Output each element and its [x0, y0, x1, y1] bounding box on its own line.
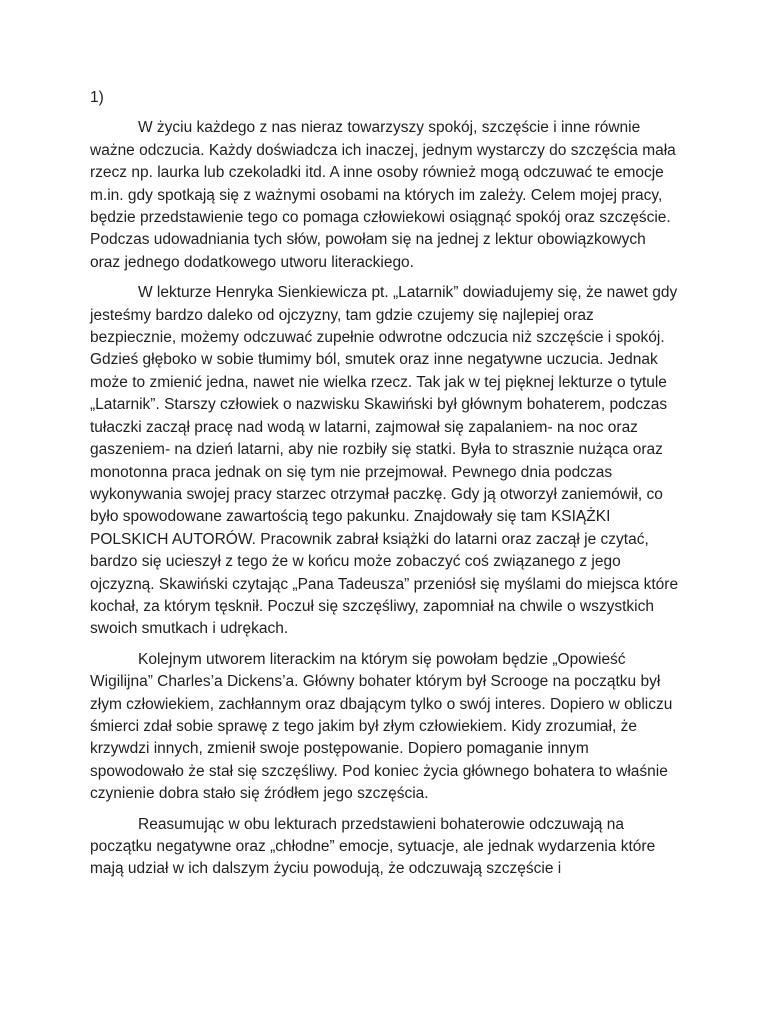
section-number: 1)	[90, 89, 104, 106]
paragraph-latarnik: W lekturze Henryka Sienkiewicza pt. „Latarnik” dowiadujemy się, że nawet gdy jesteśmy bardzo daleko od ojczyzny, tam gdzie czujemy się najlepiej oraz bezpiecznie, możemy odczuwać zupełnie odwrotne odczucia niż szczęście i spokój. Gdzieś głęboko w sobie tłumimy ból, smutek oraz inne negatywne uczucia. Jednak może to zmienić jedna, nawet nie wielka rzecz. Tak jak w tej pięknej lekturze o tytule „Latarnik”. Starszy człowiek o nazwisku Skawiński był głównym bohaterem, podczas tułaczki zaczął pracę nad wodą w latarni, zajmował się zapalaniem- na noc oraz gaszeniem- na dzień latarni, aby nie rozbiły się statki. Była to strasznie nużąca oraz monotonna praca jednak on się tym nie przejmował. Pewnego dnia podczas wykonywania swojej pracy starzec otrzymał paczkę. Gdy ją otworzył zaniemówił, co było spowodowane zawartością tego pakunku. Znajdowały się tam KSIĄŻKI POLSKICH AUTORÓW. Pracownik zabrał książki do latarni oraz zaczął je czytać, bardzo się ucieszył z tego że w końcu może zobaczyć coś związanego z jego ojczyzną. Skawiński czytając „Pana Tadeusza” przeniósł się myślami do miejsca które kochał, za którym tęsknił. Poczuł się szczęśliwy, zapomniał na chwile o wszystkich swoich smutkach i udrękach.	[90, 284, 679, 638]
paragraph-conclusion: Reasumując w obu lekturach przedstawieni bohaterowie odczuwają na początku negatywne oraz „chłodne” emocje, sytuacje, ale jednak wydarzenia które mają udział w ich dalszym życiu powodują, że odczuwają szczęście i	[90, 815, 656, 878]
paragraph-opowiesc-wigilijna: Kolejnym utworem literackim na którym się powołam będzie „Opowieść Wigilijna” Charles’a Dickens’a. Główny bohater którym był Scrooge na początku był złym człowiekiem, zachłannym oraz dbającym tylko o swój interes. Dopiero w obliczu śmierci zdał sobie sprawę z tego jakim był złym człowiekiem. Kidy zrozumiał, że krzywdzi innych, zmienił swoje postępowanie. Dopiero pomaganie innym spowodowało że stał się szczęśliwy. Pod koniec życia głównego bohatera to właśnie czynienie dobra stało się źródłem jego szczęścia.	[90, 650, 673, 803]
paragraph-introduction: W życiu każdego z nas nieraz towarzyszy spokój, szczęście i inne równie ważne odczucia. Każdy doświadcza ich inaczej, jednym wystarczy do szczęścia mała rzecz np. laurka lub czekoladki itd. A inne osoby również mogą odczuwać te emocje m.in. gdy spotkają się z ważnymi osobami na których im zależy. Celem mojej pracy, będzie przedstawienie tego co pomaga człowiekowi osiągnąć spokój oraz szczęście. Podczas udowadniania tych słów, powołam się na jednej z lektur obowiązkowych oraz jednego dodatkowego utworu literackiego.	[90, 119, 676, 271]
